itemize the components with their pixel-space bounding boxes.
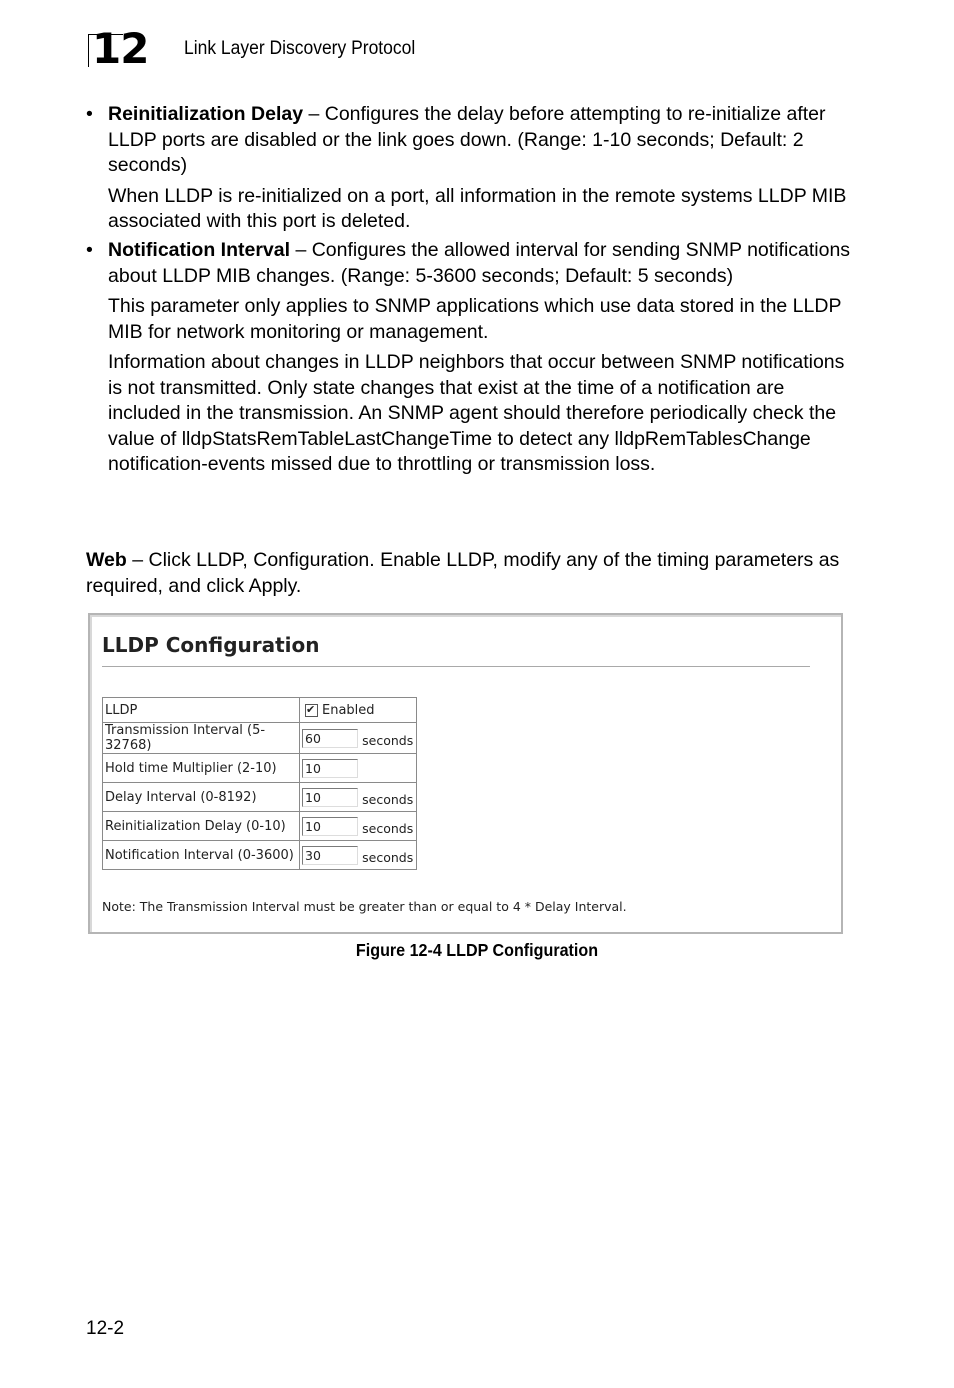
unit-label: seconds <box>362 849 414 865</box>
bullet-extra-paragraph: When LLDP is re-initialized on a port, all information in the remote systems LLDP MIB associated with this port is deleted. <box>108 184 847 232</box>
ui-page-title: LLDP Configuration <box>102 633 320 657</box>
table-row <box>103 841 417 870</box>
bullet-dot: • <box>86 103 93 125</box>
notification-interval-input[interactable]: 30 <box>302 846 358 865</box>
bullet-dot: • <box>86 239 93 261</box>
bullet-term: Reinitialization Delay <box>108 103 304 125</box>
row-value-cell <box>300 783 417 812</box>
bullet-reinitialization-delay <box>86 102 856 240</box>
row-label: Hold time Multiplier (2-10) <box>103 754 300 783</box>
ui-title-divider <box>102 666 810 667</box>
hold-time-multiplier-input[interactable]: 10 <box>302 759 358 778</box>
row-value-cell <box>300 723 417 754</box>
lldp-configuration-screenshot <box>88 613 843 934</box>
table-row <box>103 754 417 783</box>
web-instructions <box>86 548 856 599</box>
lldp-enabled-cell <box>300 698 417 723</box>
row-label: Reinitialization Delay (0-10) <box>103 812 300 841</box>
row-value-cell <box>300 841 417 870</box>
bullet-text: – Configures the delay before attempting to re-initialize after LLDP ports are disabled or the link goes down. (Range: 1-10 seconds; Default: 2 seconds) <box>108 103 826 176</box>
row-value-cell <box>300 812 417 841</box>
delay-interval-input[interactable]: 10 <box>302 788 358 807</box>
web-text: – Click LLDP, Configuration. Enable LLDP, modify any of the timing parameters as required, and click Apply. <box>86 549 840 597</box>
row-label: Delay Interval (0-8192) <box>103 783 300 812</box>
transmission-interval-input[interactable]: 60 <box>302 729 358 748</box>
lldp-enabled-label: Enabled <box>322 702 375 718</box>
bullet-paragraph <box>108 102 856 179</box>
table-row <box>103 783 417 812</box>
table-row <box>103 723 417 754</box>
row-label: Transmission Interval (5-32768) <box>103 723 300 754</box>
figure-caption: Figure 12-4 LLDP Configuration <box>355 940 599 960</box>
lldp-enabled-checkbox[interactable] <box>305 704 318 717</box>
table-row <box>103 698 417 723</box>
row-label: Notification Interval (0-3600) <box>103 841 300 870</box>
reinitialization-delay-input[interactable]: 10 <box>302 817 358 836</box>
lldp-label: LLDP <box>103 698 300 723</box>
unit-label: seconds <box>362 820 414 836</box>
bullet-term: Notification Interval <box>108 239 291 261</box>
row-value-cell <box>300 754 417 783</box>
unit-label: seconds <box>362 732 414 748</box>
chapter-title: Link Layer Discovery Protocol <box>184 38 416 59</box>
ui-note: Note: The Transmission Interval must be greater than or equal to 4 * Delay Interval. <box>102 899 627 914</box>
page-number: 12-2 <box>86 1318 125 1339</box>
bullet-notification-interval <box>86 238 856 483</box>
table-row <box>103 812 417 841</box>
web-term: Web <box>86 549 127 571</box>
bullet-extra-paragraph: Information about changes in LLDP neighbors that occur between SNMP notifications is not transmitted. Only state changes that exist at the time of a notification are included in the transmission. An SNMP agent should therefore periodically check the value of lldpStatsRemTableLastChangeTime to detect any lldpRemTablesChange notification-events missed due to throttling or transmission loss. <box>108 351 845 475</box>
unit-label: seconds <box>362 791 414 807</box>
bullet-extra-paragraph: This parameter only applies to SNMP applications which use data stored in the LLDP MIB for network monitoring or management. <box>108 295 842 343</box>
bullet-paragraph <box>108 238 856 289</box>
chapter-number: 12 <box>88 28 144 70</box>
lldp-config-table <box>102 697 417 870</box>
bullet-text: – Configures the allowed interval for sending SNMP notifications about LLDP MIB changes. (Range: 5-3600 seconds; Default: 5 seconds) <box>108 239 851 287</box>
